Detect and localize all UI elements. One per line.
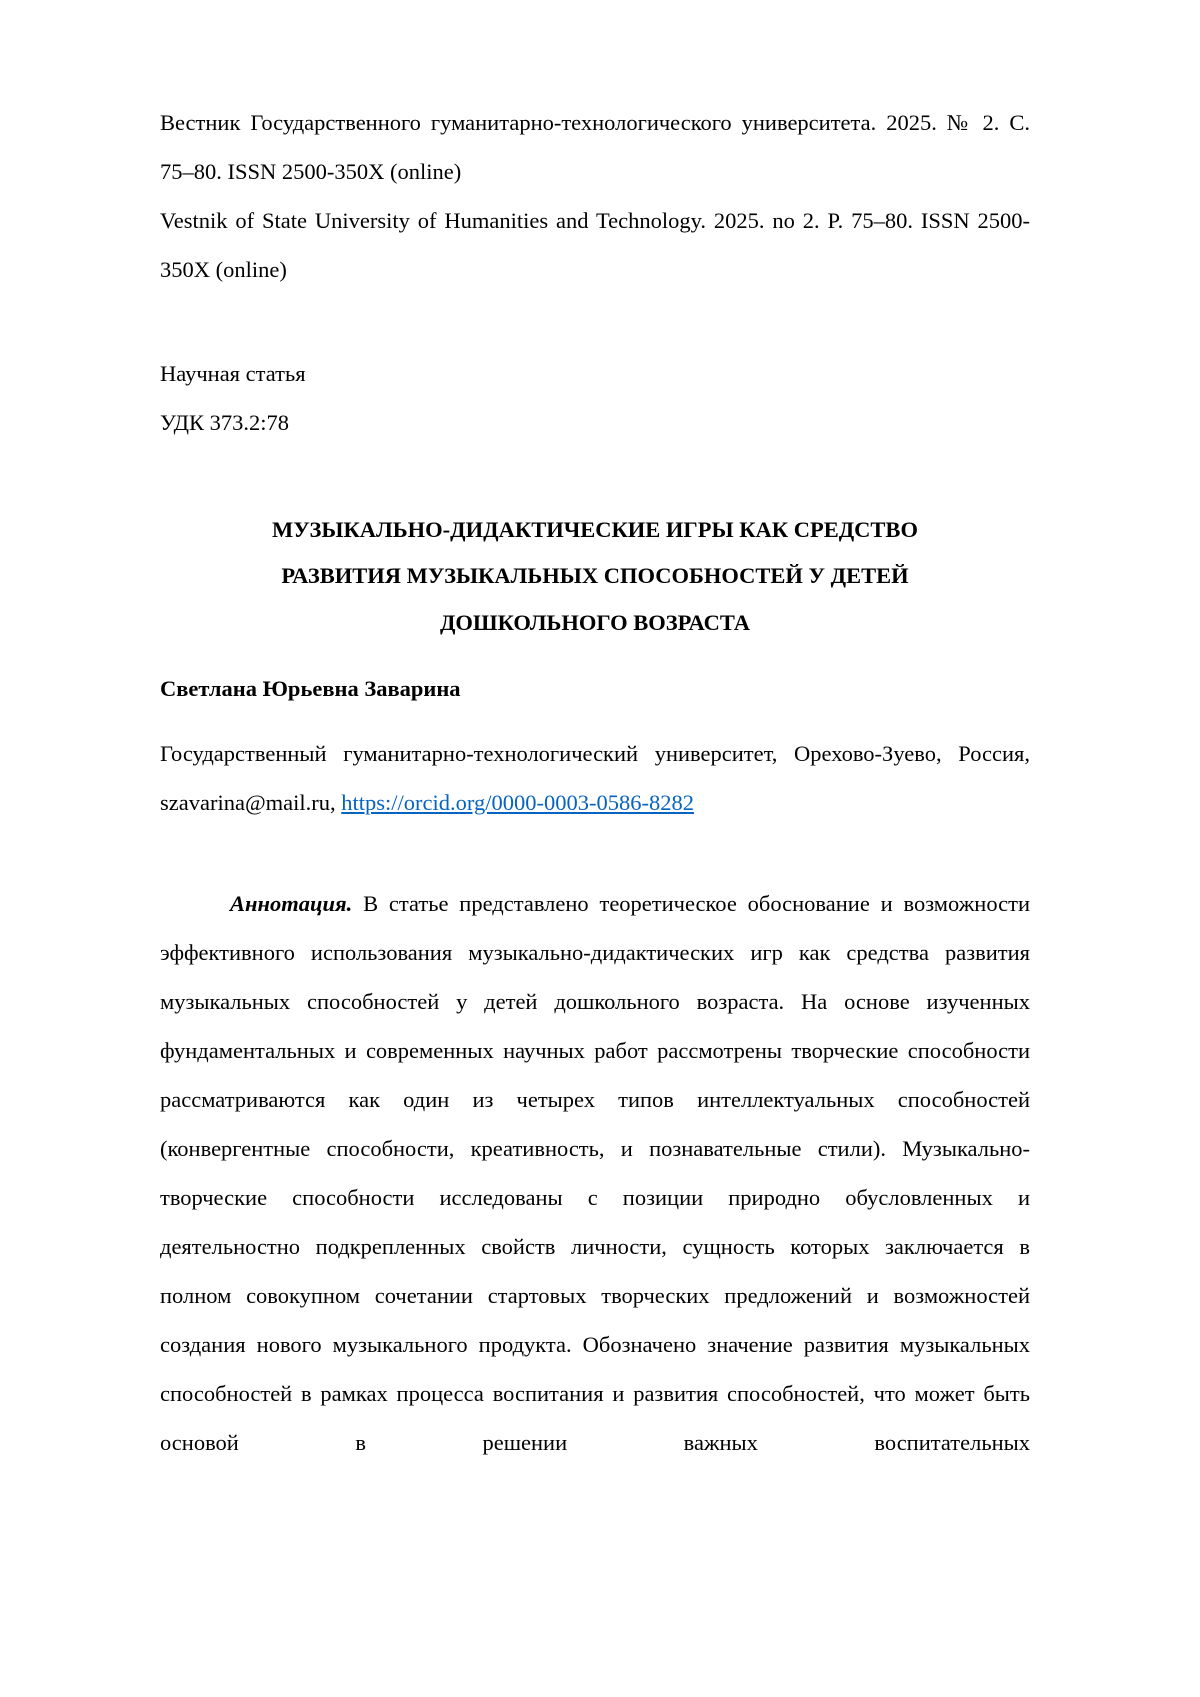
article-title <box>160 507 1030 645</box>
title-line: РАЗВИТИЯ МУЗЫКАЛЬНЫХ СПОСОБНОСТЕЙ У ДЕТЕЙ <box>281 563 909 589</box>
affiliation-text: Государственный гуманитарно-технологический университет, Орехово-Зуево, Россия, szavarina@mail.ru, <box>160 740 1030 815</box>
abstract-text: В статье представлено теоретическое обоснование и возможности эффективного использования музыкально-дидактических игр как средства развития музыкальных способностей у детей дошкольного возраста. На основе изученных фундаментальных и современных научных работ рассмотрены творческие способности рассматриваются как один из четырех типов интеллектуальных способностей (конвергентные способности, креативность, и познавательные стили). Музыкально-творческие способности исследованы с позиции природно обусловленных и деятельностно подкрепленных свойств личности, сущность которых заключается в полном совокупном сочетании стартовых творческих предложений и возможностей создания нового музыкального продукта. Обозначено значение развития музыкальных способностей в рамках процесса воспитания и развития способностей, что может быть основой в решении важных воспитательных <box>160 890 1030 1456</box>
abstract-label: Аннотация. <box>230 890 353 916</box>
abstract-paragraph <box>160 879 1030 1468</box>
article-type-label: Научная статья <box>160 361 306 387</box>
udc-label: УДК 373.2:78 <box>160 410 290 436</box>
journal-citation-block <box>160 98 1030 294</box>
orcid-link[interactable]: https://orcid.org/0000-0003-0586-8282 <box>341 789 694 815</box>
author-name: Светлана Юрьевна Заварина <box>160 675 461 701</box>
title-line: ДОШКОЛЬНОГО ВОЗРАСТА <box>439 609 751 635</box>
citation-english: Vestnik of State University of Humanities and Technology. 2025. no 2. P. 75–80. ISSN 2500-350X (online) <box>160 208 1030 283</box>
citation-russian: Вестник Государственного гуманитарно-технологического университета. 2025. № 2. С. 75–80. ISSN 2500-350X (online) <box>160 110 1030 185</box>
title-line: МУЗЫКАЛЬНО-ДИДАКТИЧЕСКИЕ ИГРЫ КАК СРЕДСТВО <box>272 517 918 543</box>
affiliation <box>160 729 1030 827</box>
article-meta-block <box>160 349 1030 447</box>
